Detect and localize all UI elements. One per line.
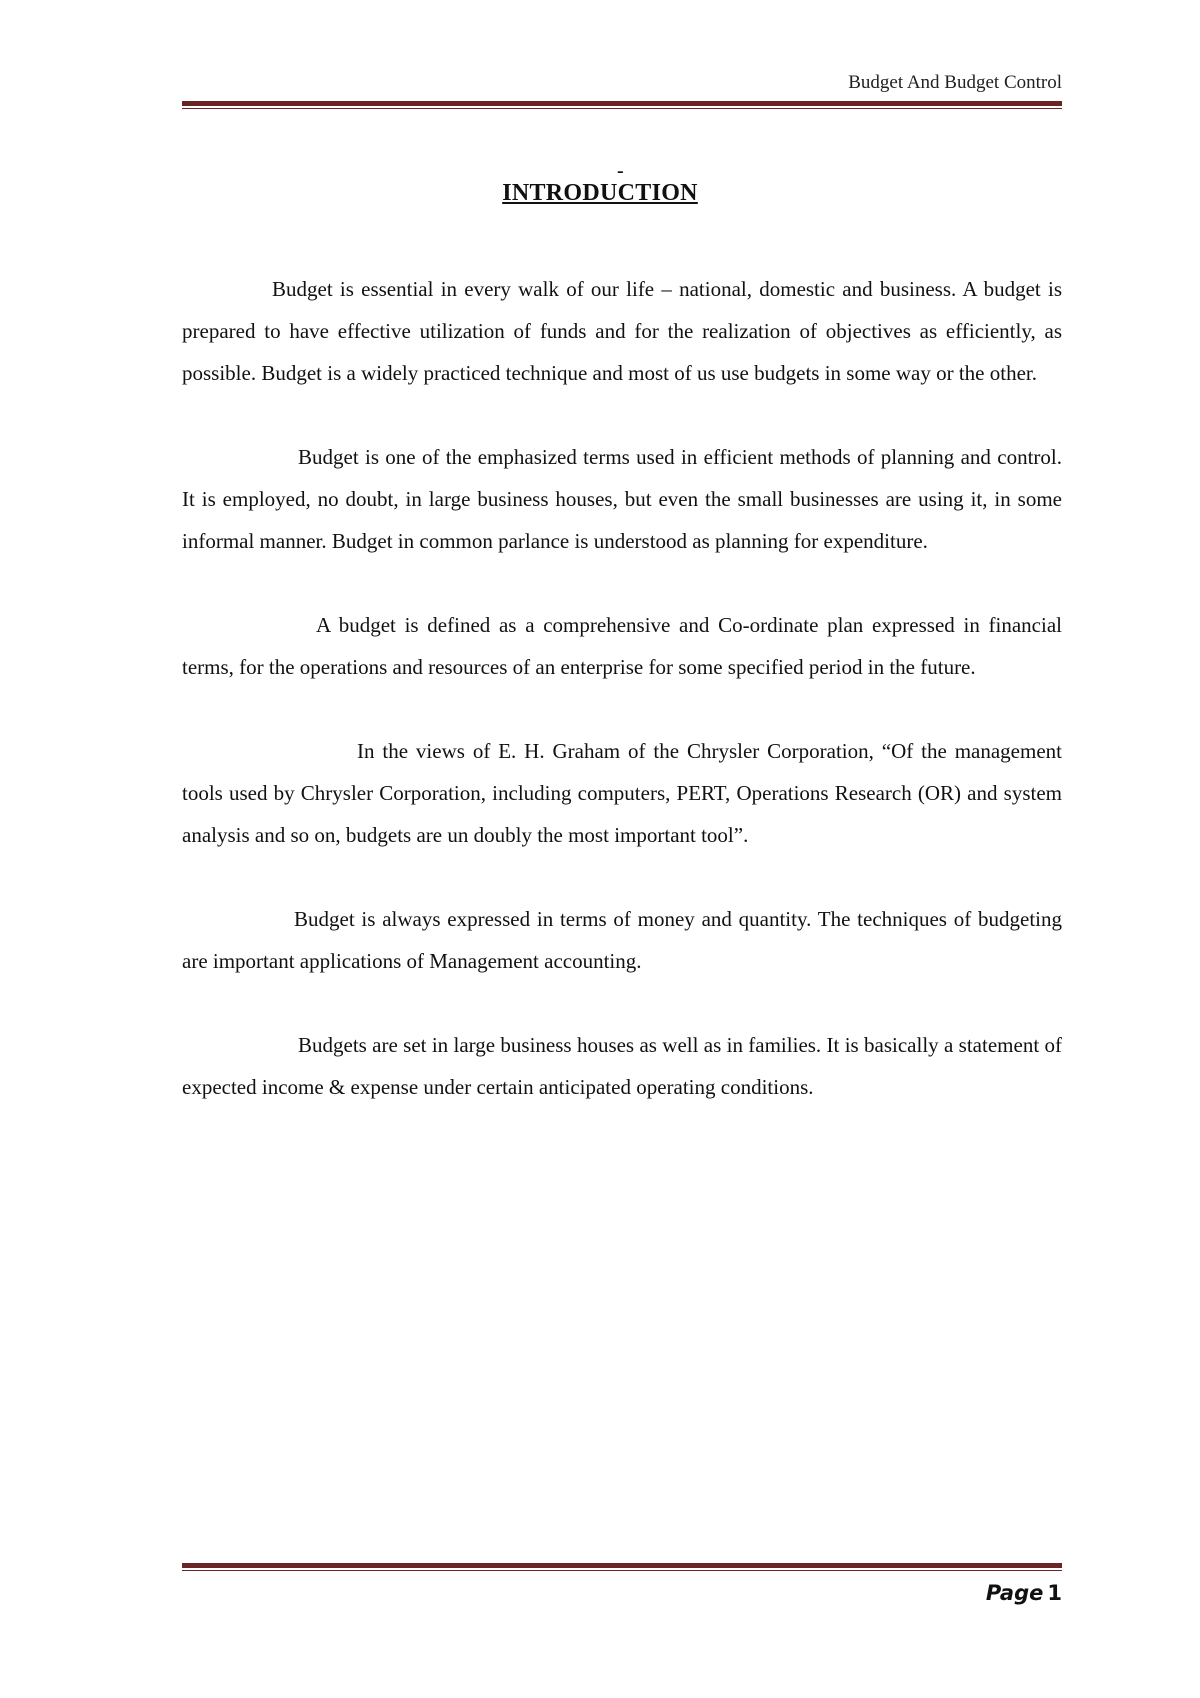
paragraph: Budget is one of the emphasized terms used in efficient methods of planning and control. It is employed, no doubt, in large business houses, but even the small businesses are using it, in some informal manner. Budget in common parlance is understood as planning for expenditure. [182,445,1062,553]
paragraph: In the views of E. H. Graham of the Chrysler Corporation, “Of the management tools used by Chrysler Corporation, including computers, PERT, Operations Research (OR) and system analysis and so on, budgets are un doubly the most important tool”. [182,739,1062,847]
heading-mark: - [617,160,624,182]
header-rule [182,101,1062,109]
page-label: Page [985,1581,1044,1605]
page-title: INTRODUCTION [502,180,698,206]
footer-rule [182,1563,1062,1571]
header-rule-thick [182,101,1062,106]
paragraph: A budget is defined as a comprehensive and Co-ordinate plan expressed in financial terms, for the operations and resources of an enterprise for some specified period in the future. [182,613,1062,679]
page-footer [986,1581,1062,1605]
footer-rule-thin [182,1570,1062,1571]
page-number: 1 [1047,1581,1062,1605]
paragraph: Budget is essential in every walk of our life – national, domestic and business. A budget is prepared to have effective utilization of funds and for the realization of objectives as efficiently, as possible. Budget is a widely practiced technique and most of us use budgets in some way or the other. [182,277,1062,385]
header-rule-thin [182,108,1062,109]
paragraph: Budgets are set in large business houses as well as in families. It is basically a statement of expected income & expense under certain anticipated operating conditions. [182,1033,1062,1099]
footer-rule-thick [182,1563,1062,1568]
running-header: Budget And Budget Control [848,72,1062,93]
body-text [182,268,1062,1108]
paragraph: Budget is always expressed in terms of money and quantity. The techniques of budgeting are important applications of Management accounting. [182,907,1062,973]
